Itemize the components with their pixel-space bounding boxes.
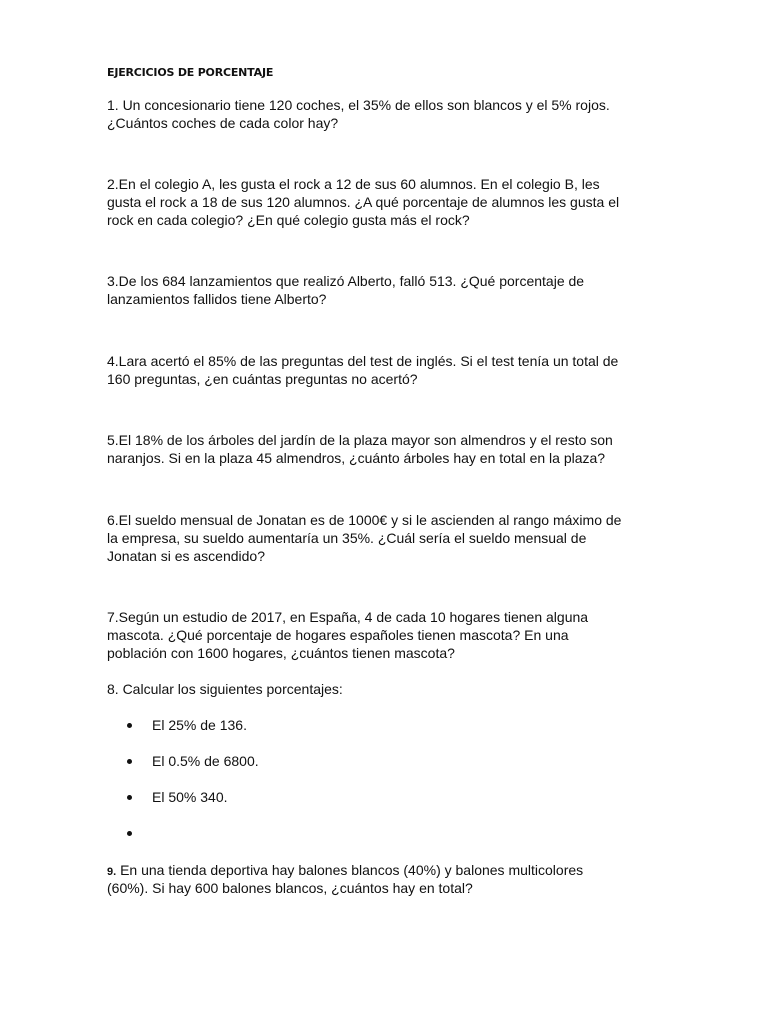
- list-item-text: El 25% de 136.: [152, 717, 247, 733]
- exercise-line: ¿Cuántos coches de cada color hay?: [107, 115, 339, 131]
- exercise-line: naranjos. Si en la plaza 45 almendros, ¿cuánto árboles hay en total en la plaza?: [107, 450, 606, 466]
- document-title: EJERCICIOS DE PORCENTAJE: [107, 66, 274, 79]
- exercise-line: lanzamientos fallidos tiene Alberto?: [107, 291, 327, 307]
- exercise-line: 6.El sueldo mensual de Jonatan es de 1000€ y si le ascienden al rango máximo de: [107, 512, 622, 528]
- exercise-1: [107, 96, 667, 132]
- exercise-line: rock en cada colegio? ¿En qué colegio gusta más el rock?: [107, 212, 470, 228]
- exercise-line: 5.El 18% de los árboles del jardín de la plaza mayor son almendros y el resto son: [107, 432, 613, 448]
- exercise-line: Jonatan si es ascendido?: [107, 548, 265, 564]
- exercise-line: [107, 861, 667, 879]
- exercise-line: población con 1600 hogares, ¿cuántos tienen mascota?: [107, 645, 455, 661]
- exercise-9: [107, 861, 667, 897]
- exercise-4: [107, 352, 667, 388]
- exercise-line: 4.Lara acertó el 85% de las preguntas del test de inglés. Si el test tenía un total de: [107, 353, 619, 369]
- exercise-line: (60%). Si hay 600 balones blancos, ¿cuántos hay en total?: [107, 880, 473, 896]
- bullet-dot: [127, 795, 132, 800]
- bullet-dot: [127, 723, 132, 728]
- list-item-text: El 0.5% de 6800.: [152, 753, 259, 769]
- exercise-line: mascota. ¿Qué porcentaje de hogares españoles tienen mascota? En una: [107, 627, 569, 643]
- exercise-5: [107, 431, 667, 467]
- exercise-line: 160 preguntas, ¿en cuántas preguntas no acertó?: [107, 371, 418, 387]
- exercise-6: [107, 511, 667, 565]
- exercise-text: En una tienda deportiva hay balones blancos (40%) y balones multicolores: [120, 862, 584, 878]
- exercise-number: 9.: [107, 866, 117, 878]
- exercise-7: [107, 608, 667, 662]
- exercise-line: 8. Calcular los siguientes porcentajes:: [107, 681, 343, 697]
- exercise-3: [107, 272, 667, 308]
- exercise-line: 1. Un concesionario tiene 120 coches, el 35% de ellos son blancos y el 5% rojos.: [107, 97, 610, 113]
- exercise-2: [107, 175, 667, 229]
- exercise-line: 3.De los 684 lanzamientos que realizó Alberto, falló 513. ¿Qué porcentaje de: [107, 273, 585, 289]
- exercise-line: gusta el rock a 18 de sus 120 alumnos. ¿A qué porcentaje de alumnos les gusta el: [107, 194, 620, 210]
- bullet-dot: [127, 831, 132, 836]
- exercise-line: 7.Según un estudio de 2017, en España, 4 de cada 10 hogares tienen alguna: [107, 609, 589, 625]
- bullet-dot: [127, 759, 132, 764]
- exercise-line: la empresa, su sueldo aumentaría un 35%. ¿Cuál sería el sueldo mensual de: [107, 530, 587, 546]
- list-item-text: El 50% 340.: [152, 789, 228, 805]
- exercise-8: [107, 680, 667, 698]
- exercise-line: 2.En el colegio A, les gusta el rock a 12 de sus 60 alumnos. En el colegio B, les: [107, 176, 600, 192]
